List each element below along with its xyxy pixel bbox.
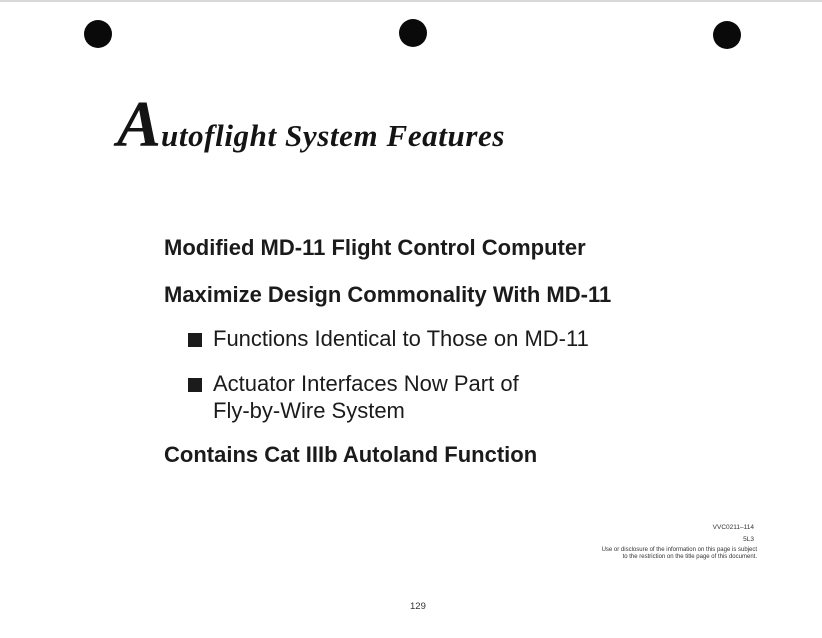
page-top-edge bbox=[0, 0, 822, 2]
feature-line-flight-control-computer: Modified MD-11 Flight Control Computer bbox=[164, 235, 586, 260]
sub-bullet-actuator-interfaces: Actuator Interfaces Now Part of bbox=[213, 371, 519, 396]
disclosure-notice bbox=[602, 547, 757, 561]
punch-hole-left bbox=[84, 20, 112, 48]
bullet-square-icon bbox=[188, 333, 202, 347]
page-title bbox=[117, 88, 506, 161]
disclosure-notice-line-1: Use or disclosure of the information on this page is subject bbox=[601, 547, 757, 553]
feature-line-autoland: Contains Cat IIIb Autoland Function bbox=[164, 442, 538, 467]
disclosure-notice-line-2: to the restriction on the title page of this document. bbox=[622, 554, 757, 560]
sub-bullet-actuator-interfaces-continued: Fly-by-Wire System bbox=[213, 398, 405, 423]
title-initial-letter: A bbox=[117, 88, 162, 161]
bullet-square-icon bbox=[188, 378, 202, 392]
punch-hole-right bbox=[713, 21, 741, 49]
sub-bullet-functions-identical: Functions Identical to Those on MD-11 bbox=[213, 326, 589, 351]
title-text: utoflight System Features bbox=[161, 118, 506, 153]
page-number: 129 bbox=[410, 601, 426, 612]
punch-hole-center bbox=[399, 19, 427, 47]
document-number: VVC0211–114 bbox=[712, 524, 754, 531]
document-code: 5L3 bbox=[743, 536, 754, 543]
feature-line-design-commonality: Maximize Design Commonality With MD-11 bbox=[164, 282, 612, 307]
